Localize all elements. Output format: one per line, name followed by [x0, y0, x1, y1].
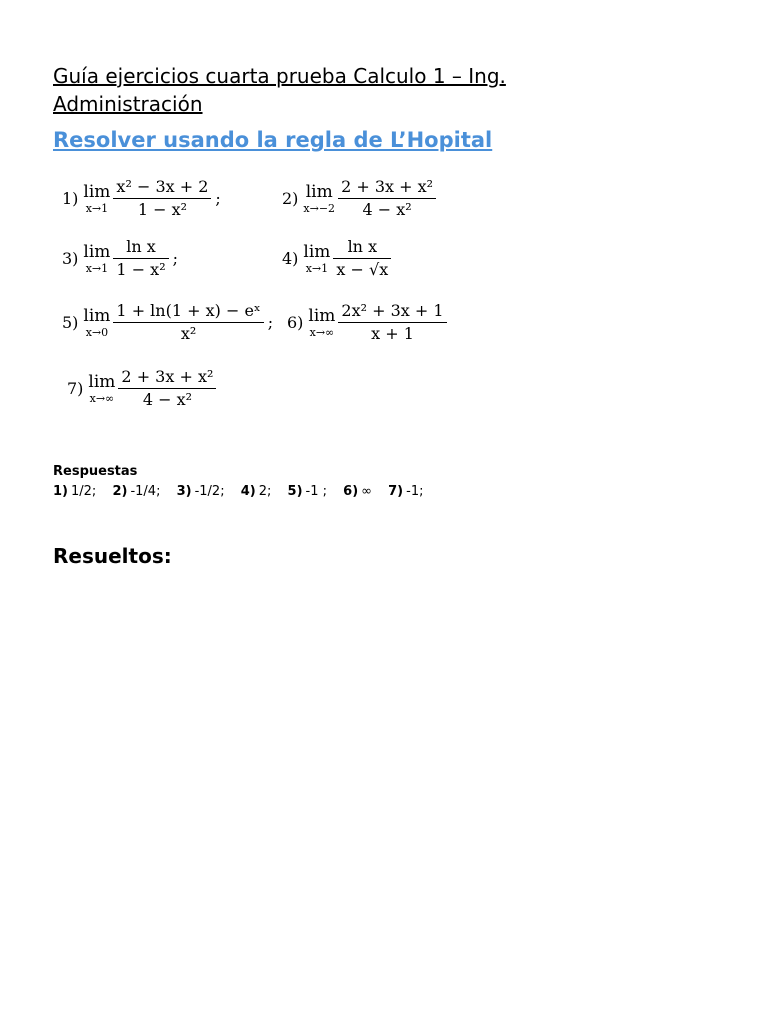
numerator: 2 + 3x + x²	[341, 177, 434, 196]
exercise-number: 7)	[67, 379, 84, 399]
exercise-4	[282, 238, 395, 280]
limit-operator: lim x→−2	[303, 181, 336, 215]
limit-operator: lim x→1	[83, 181, 111, 215]
fraction	[338, 178, 436, 220]
fraction	[113, 178, 211, 220]
limit-subscript: x→∞	[89, 391, 115, 405]
exercise-5	[62, 302, 273, 344]
limit-subscript: x→0	[85, 325, 109, 339]
exercise-number: 6)	[287, 313, 304, 333]
limit-subscript: x→−2	[303, 201, 336, 215]
denominator: x + 1	[371, 324, 414, 344]
numerator: x² − 3x + 2	[116, 177, 209, 196]
exercise-number: 4)	[282, 249, 299, 269]
answer-1: 1) 1/2;	[53, 484, 97, 499]
answer-3: 3) -1/2;	[176, 484, 225, 499]
denominator: 1 − x²	[116, 260, 166, 280]
numerator: ln x	[126, 237, 156, 256]
fraction	[338, 302, 446, 344]
separator: ;	[267, 313, 274, 333]
document-title: Guía ejercicios cuarta prueba Calculo 1 – Ing. Administración	[53, 64, 506, 116]
fraction	[113, 302, 263, 344]
exercise-number: 2)	[282, 189, 299, 209]
limit-operator: lim x→0	[83, 305, 111, 339]
limit-subscript: x→1	[305, 261, 329, 275]
numerator: ln x	[347, 237, 378, 256]
limit-operator: lim x→∞	[308, 305, 336, 339]
denominator: 4 − x²	[142, 390, 193, 410]
limit-operator: lim x→∞	[88, 371, 116, 405]
answer-6: 6) ∞	[343, 484, 372, 499]
section-heading: Resolver usando la regla de L’Hopital	[53, 128, 493, 152]
denominator: 4 − x²	[362, 200, 412, 220]
denominator: x − √x	[336, 260, 389, 280]
answer-4: 4) 2;	[240, 484, 272, 499]
exercise-6	[287, 302, 451, 344]
answer-7: 7) -1;	[388, 484, 424, 499]
exercise-1	[62, 178, 221, 220]
limit-subscript: x→∞	[309, 325, 335, 339]
exercise-number: 1)	[62, 189, 79, 209]
numerator: 1 + ln(1 + x) − eˣ	[116, 301, 261, 320]
limit-operator: lim x→1	[83, 241, 111, 275]
resueltos-heading: Resueltos:	[53, 544, 172, 568]
answer-5: 5) -1 ;	[287, 484, 328, 499]
answers-row	[53, 484, 435, 499]
exercise-number: 3)	[62, 249, 79, 269]
denominator: 1 − x²	[137, 200, 188, 220]
fraction	[118, 368, 216, 410]
fraction	[113, 238, 168, 280]
denominator: x²	[180, 324, 197, 344]
limit-operator: lim x→1	[303, 241, 331, 275]
numerator: 2x² + 3x + 1	[341, 301, 444, 320]
answers-label: Respuestas	[53, 464, 138, 479]
limit-subscript: x→1	[85, 201, 109, 215]
limit-subscript: x→1	[85, 261, 109, 275]
exercise-2	[282, 178, 440, 220]
separator: ;	[172, 249, 179, 269]
fraction	[333, 238, 391, 280]
exercise-number: 5)	[62, 313, 79, 333]
answer-2: 2) -1/4;	[112, 484, 161, 499]
separator: ;	[215, 189, 221, 209]
exercise-7	[67, 368, 220, 410]
exercise-3	[62, 238, 178, 280]
numerator: 2 + 3x + x²	[121, 367, 214, 386]
